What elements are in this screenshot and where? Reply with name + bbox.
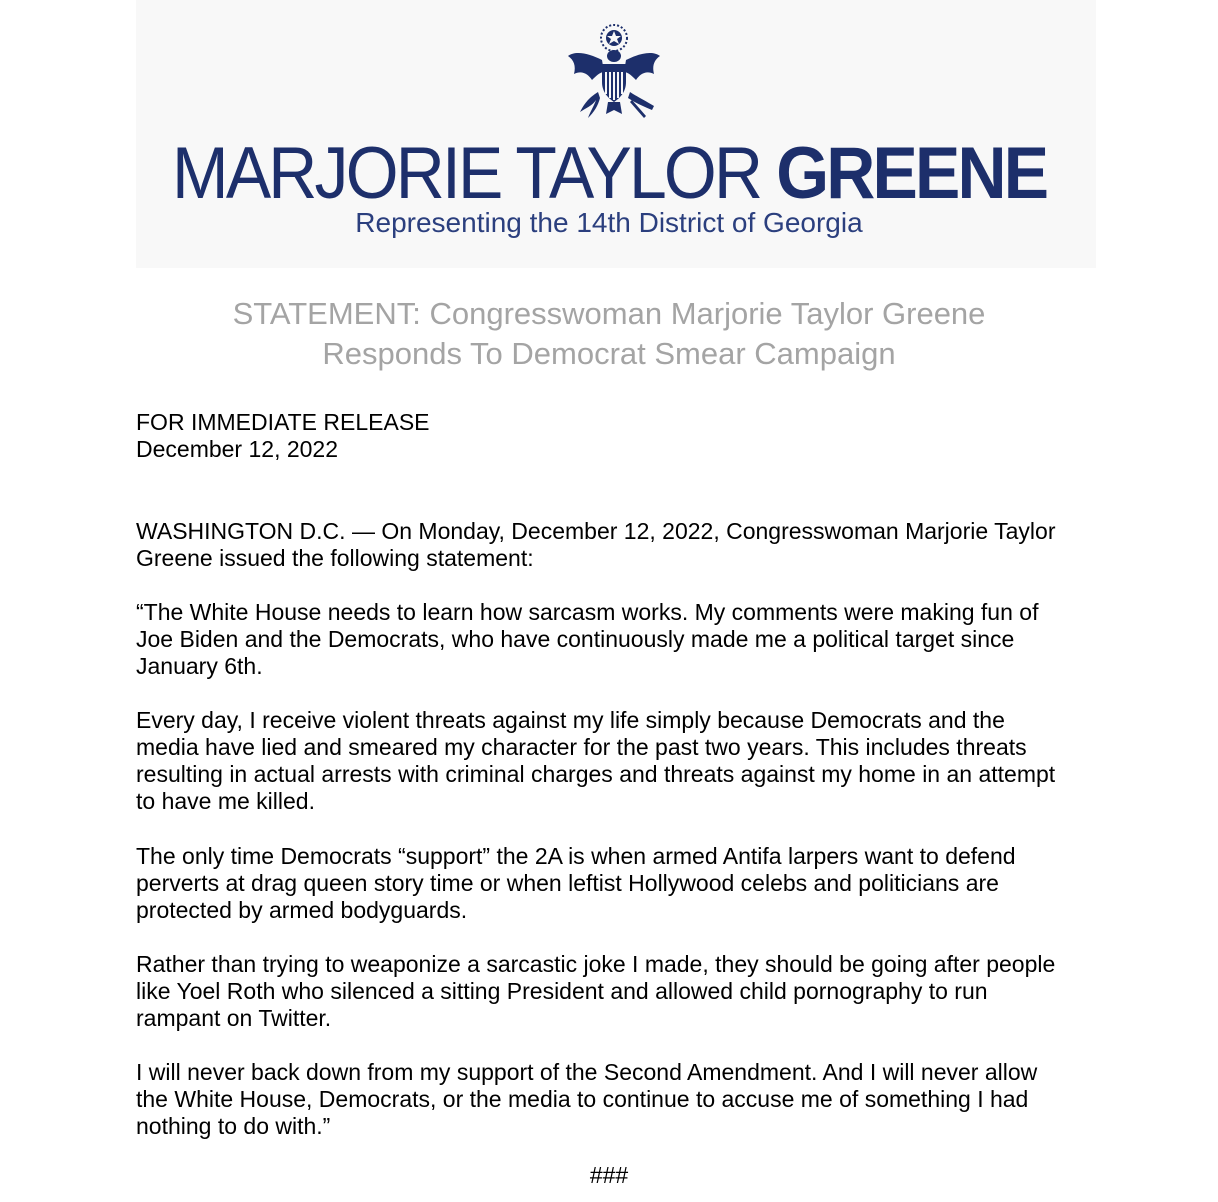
paragraph-line: nothing to do with.” — [136, 1113, 331, 1139]
paragraph-line: protected by armed bodyguards. — [136, 897, 468, 923]
paragraph-line: perverts at drag queen story time or when leftist Hollywood celebs and politicians are — [136, 870, 999, 896]
title-line-1: STATEMENT: Congresswoman Marjorie Taylor Greene — [232, 296, 986, 331]
paragraph-line: “The White House needs to learn how sarcasm works. My comments were making fun of — [136, 599, 1039, 625]
name-first-middle: MARJORIE TAYLOR — [172, 133, 777, 214]
release-date: December 12, 2022 — [136, 436, 339, 462]
paragraph-line: rampant on Twitter. — [136, 1005, 332, 1031]
paragraph-1 — [136, 518, 1116, 572]
paragraph-2 — [136, 599, 1116, 680]
paragraph-line: The only time Democrats “support” the 2A is when armed Antifa larpers want to defend — [136, 843, 1016, 869]
release-info — [136, 409, 1116, 463]
paragraph-line: media have lied and smeared my character for the past two years. This includes threats — [136, 734, 1027, 760]
paragraph-line: Every day, I receive violent threats against my life simply because Democrats and the — [136, 707, 1005, 733]
paragraph-line: Rather than trying to weaponize a sarcastic joke I made, they should be going after people — [136, 951, 1056, 977]
district-tagline: Representing the 14th District of Georgia — [355, 207, 863, 238]
paragraph-4 — [136, 843, 1116, 924]
release-label: FOR IMMEDIATE RELEASE — [136, 409, 430, 435]
statement-title — [0, 294, 1218, 374]
name-last: GREENE — [776, 133, 1047, 214]
paragraph-line: Joe Biden and the Democrats, who have continuously made me a political target since — [136, 626, 1015, 652]
paragraph-6 — [136, 1059, 1116, 1140]
paragraph-line: to have me killed. — [136, 788, 315, 814]
paragraph-3 — [136, 707, 1116, 815]
title-line-2: Responds To Democrat Smear Campaign — [322, 336, 896, 371]
paragraph-line: resulting in actual arrests with criminal charges and threats against my home in an attempt — [136, 761, 1056, 787]
paragraph-line: WASHINGTON D.C. — On Monday, December 12, 2022, Congresswoman Marjorie Taylor — [136, 518, 1056, 544]
paragraph-line: I will never back down from my support of the Second Amendment. And I will never allow — [136, 1059, 1038, 1085]
paragraph-line: like Yoel Roth who silenced a sitting President and allowed child pornography to run — [136, 978, 988, 1004]
paragraph-line: January 6th. — [136, 653, 263, 679]
paragraph-5 — [136, 951, 1116, 1032]
paragraph-line: the White House, Democrats, or the media to continue to accuse me of something I had — [136, 1086, 1029, 1112]
paragraph-line: Greene issued the following statement: — [136, 545, 534, 571]
great-seal-eagle-icon — [562, 20, 666, 124]
end-of-release-mark: ### — [589, 1162, 629, 1188]
